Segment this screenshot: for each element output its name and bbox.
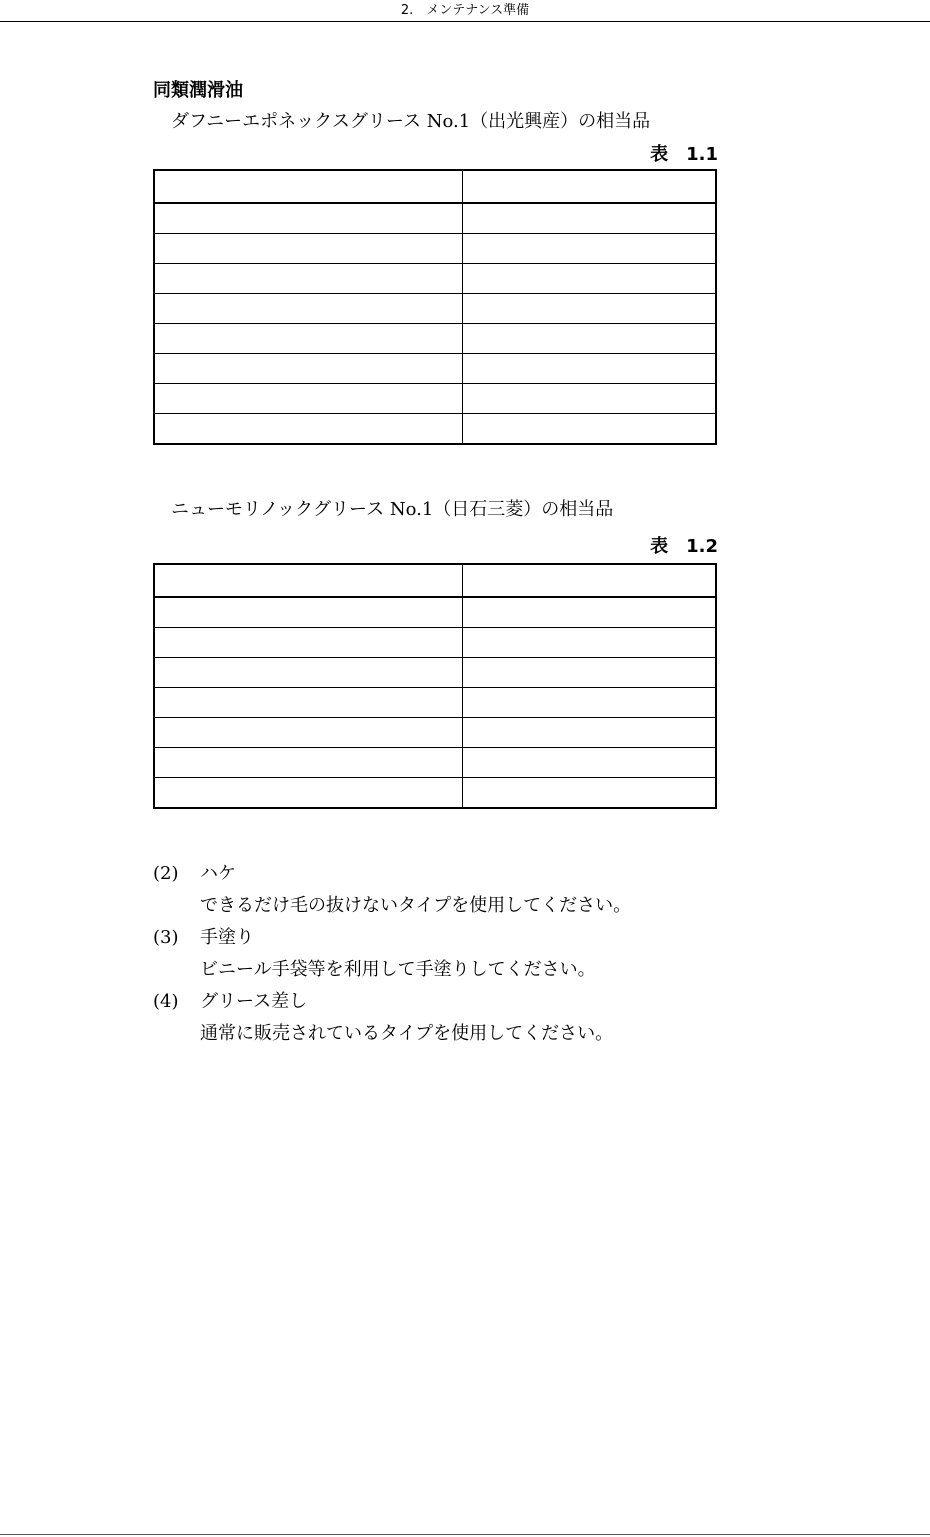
list-item-number: (2) — [153, 863, 179, 884]
table-cell — [154, 597, 463, 628]
spec-table-1 — [153, 169, 717, 445]
spec-table-2 — [153, 563, 717, 809]
page-header-title: 2. メンテナンス準備 — [400, 3, 530, 18]
table-cell — [154, 564, 463, 597]
product-name-1: ダフニーエポネックスグリース No.1（出光興産）の相当品 — [171, 111, 651, 132]
table-row — [154, 597, 716, 628]
table-row — [154, 354, 716, 384]
table-cell — [463, 628, 717, 658]
list-item-number: (3) — [153, 927, 179, 948]
list-item-heading — [153, 858, 631, 890]
table-cell — [154, 748, 463, 778]
table-cell — [463, 234, 717, 264]
table-cell — [154, 414, 463, 445]
list-item-description: できるだけ毛の抜けないタイプを使用してください。 — [200, 895, 632, 916]
table-cell — [463, 718, 717, 748]
list-item — [153, 922, 631, 986]
table-cell — [463, 414, 717, 445]
table-row — [154, 778, 716, 809]
page-header — [0, 0, 930, 22]
table-cell — [154, 170, 463, 203]
table-cell — [463, 564, 717, 597]
table-row — [154, 384, 716, 414]
table-cell — [154, 354, 463, 384]
table-header-row — [154, 170, 716, 203]
table-cell — [463, 778, 717, 809]
table-cell — [154, 718, 463, 748]
table-cell — [154, 384, 463, 414]
table-cell — [463, 203, 717, 234]
table-header-row — [154, 564, 716, 597]
table-row — [154, 264, 716, 294]
table-cell — [154, 778, 463, 809]
list-item-heading — [153, 986, 631, 1018]
list-item-number: (4) — [153, 991, 179, 1012]
list-item-description: 通常に販売されているタイプを使用してください。 — [200, 1023, 614, 1044]
table-cell — [154, 324, 463, 354]
table-row — [154, 718, 716, 748]
table-cell — [154, 658, 463, 688]
table-caption-1: 表 1.1 — [650, 144, 718, 165]
table-row — [154, 688, 716, 718]
list-item-title: 手塗り — [200, 927, 254, 948]
table-row — [154, 324, 716, 354]
table-cell — [463, 324, 717, 354]
tool-list — [153, 858, 631, 1050]
table-cell — [463, 384, 717, 414]
table-row — [154, 294, 716, 324]
table-row — [154, 658, 716, 688]
table-cell — [463, 748, 717, 778]
list-item — [153, 858, 631, 922]
list-item — [153, 986, 631, 1050]
table-cell — [154, 234, 463, 264]
list-item-title: グリース差し — [200, 991, 308, 1012]
product-name-2: ニューモリノックグリース No.1（日石三菱）の相当品 — [171, 499, 614, 520]
table-cell — [463, 658, 717, 688]
list-item-heading — [153, 922, 631, 954]
table-cell — [154, 264, 463, 294]
table-row — [154, 234, 716, 264]
table-cell — [154, 203, 463, 234]
section-title: 同類潤滑油 — [153, 80, 243, 101]
list-item-title: ハケ — [200, 863, 236, 884]
page-footer-line — [0, 1534, 930, 1535]
table-row — [154, 628, 716, 658]
table-cell — [154, 688, 463, 718]
table-cell — [154, 294, 463, 324]
table-cell — [154, 628, 463, 658]
table-row — [154, 748, 716, 778]
table-cell — [463, 264, 717, 294]
list-item-description: ビニール手袋等を利用して手塗りしてください。 — [200, 959, 596, 980]
table-cell — [463, 170, 717, 203]
table-cell — [463, 597, 717, 628]
table-cell — [463, 354, 717, 384]
table-row — [154, 203, 716, 234]
table-cell — [463, 688, 717, 718]
table-row — [154, 414, 716, 445]
table-caption-2: 表 1.2 — [650, 536, 718, 557]
table-cell — [463, 294, 717, 324]
